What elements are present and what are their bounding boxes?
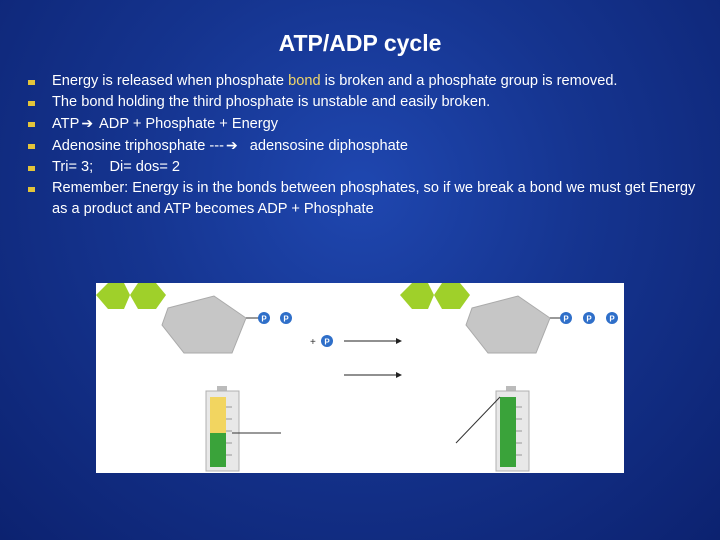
slide-title: ATP/ADP cycle: [278, 30, 442, 56]
adp-molecule: [400, 283, 618, 353]
bullet-text: adensosine diphosphate: [249, 138, 408, 154]
bullet-marker: [28, 144, 35, 149]
plus-sign: +: [310, 337, 316, 348]
bullet-marker: [28, 122, 35, 127]
bullet-text: Adenosine triphosphate ---: [52, 138, 224, 154]
phosphate-label: P: [586, 314, 592, 324]
phosphate-label: P: [283, 314, 289, 324]
diagram-svg: [96, 283, 624, 473]
bullet-item: [28, 71, 708, 92]
bullet-marker: [28, 80, 35, 85]
ribose-sugar: [162, 296, 246, 353]
bullet-text: The bond holding the third phosphate is unstable and easily broken.: [52, 94, 491, 110]
bullet-text: is broken and a phosphate group is removed.: [320, 73, 618, 89]
right-arrow-icon: ➔: [225, 137, 238, 153]
bullet-item: [28, 157, 708, 178]
adenine-base: [434, 283, 470, 309]
phosphate-label: P: [324, 337, 330, 347]
bullet-marker: [28, 166, 35, 171]
adenine-base: [400, 283, 434, 309]
phosphate-label: P: [563, 314, 569, 324]
bullet-text: Remember: Energy is in the bonds between phosphates, so if we break a bond we must get Energy as a product and ATP becomes ADP + Phosphate: [52, 180, 696, 217]
bullet-list: [28, 71, 708, 220]
right-arrow-icon: ➔: [81, 115, 94, 131]
bullet-marker: [28, 187, 35, 192]
battery-full-icon: [456, 386, 529, 471]
phosphate-label: P: [261, 314, 267, 324]
bullet-item: [28, 178, 708, 220]
adenine-base: [130, 283, 166, 309]
adenine-base: [96, 283, 130, 309]
bullet-text: ADP + Phosphate + Energy: [99, 116, 279, 132]
bullet-text: Tri= 3; Di= dos= 2: [52, 159, 181, 175]
highlighted-word: bond: [288, 73, 321, 89]
phosphate-label: P: [609, 314, 615, 324]
bullet-text: ATP: [52, 116, 80, 132]
bullet-marker: [28, 101, 35, 106]
bullet-item: [28, 135, 708, 157]
right-arrow-icon: [344, 372, 402, 378]
bullet-item: [28, 92, 708, 113]
atp-adp-diagram: [96, 283, 624, 473]
bullet-text: Energy is released when phosphate: [52, 73, 289, 89]
right-arrow-icon: [344, 338, 402, 344]
bullet-item: [28, 113, 708, 135]
atp-molecule: [96, 283, 292, 353]
ribose-sugar: [466, 296, 550, 353]
battery-partial-icon: [206, 386, 281, 471]
